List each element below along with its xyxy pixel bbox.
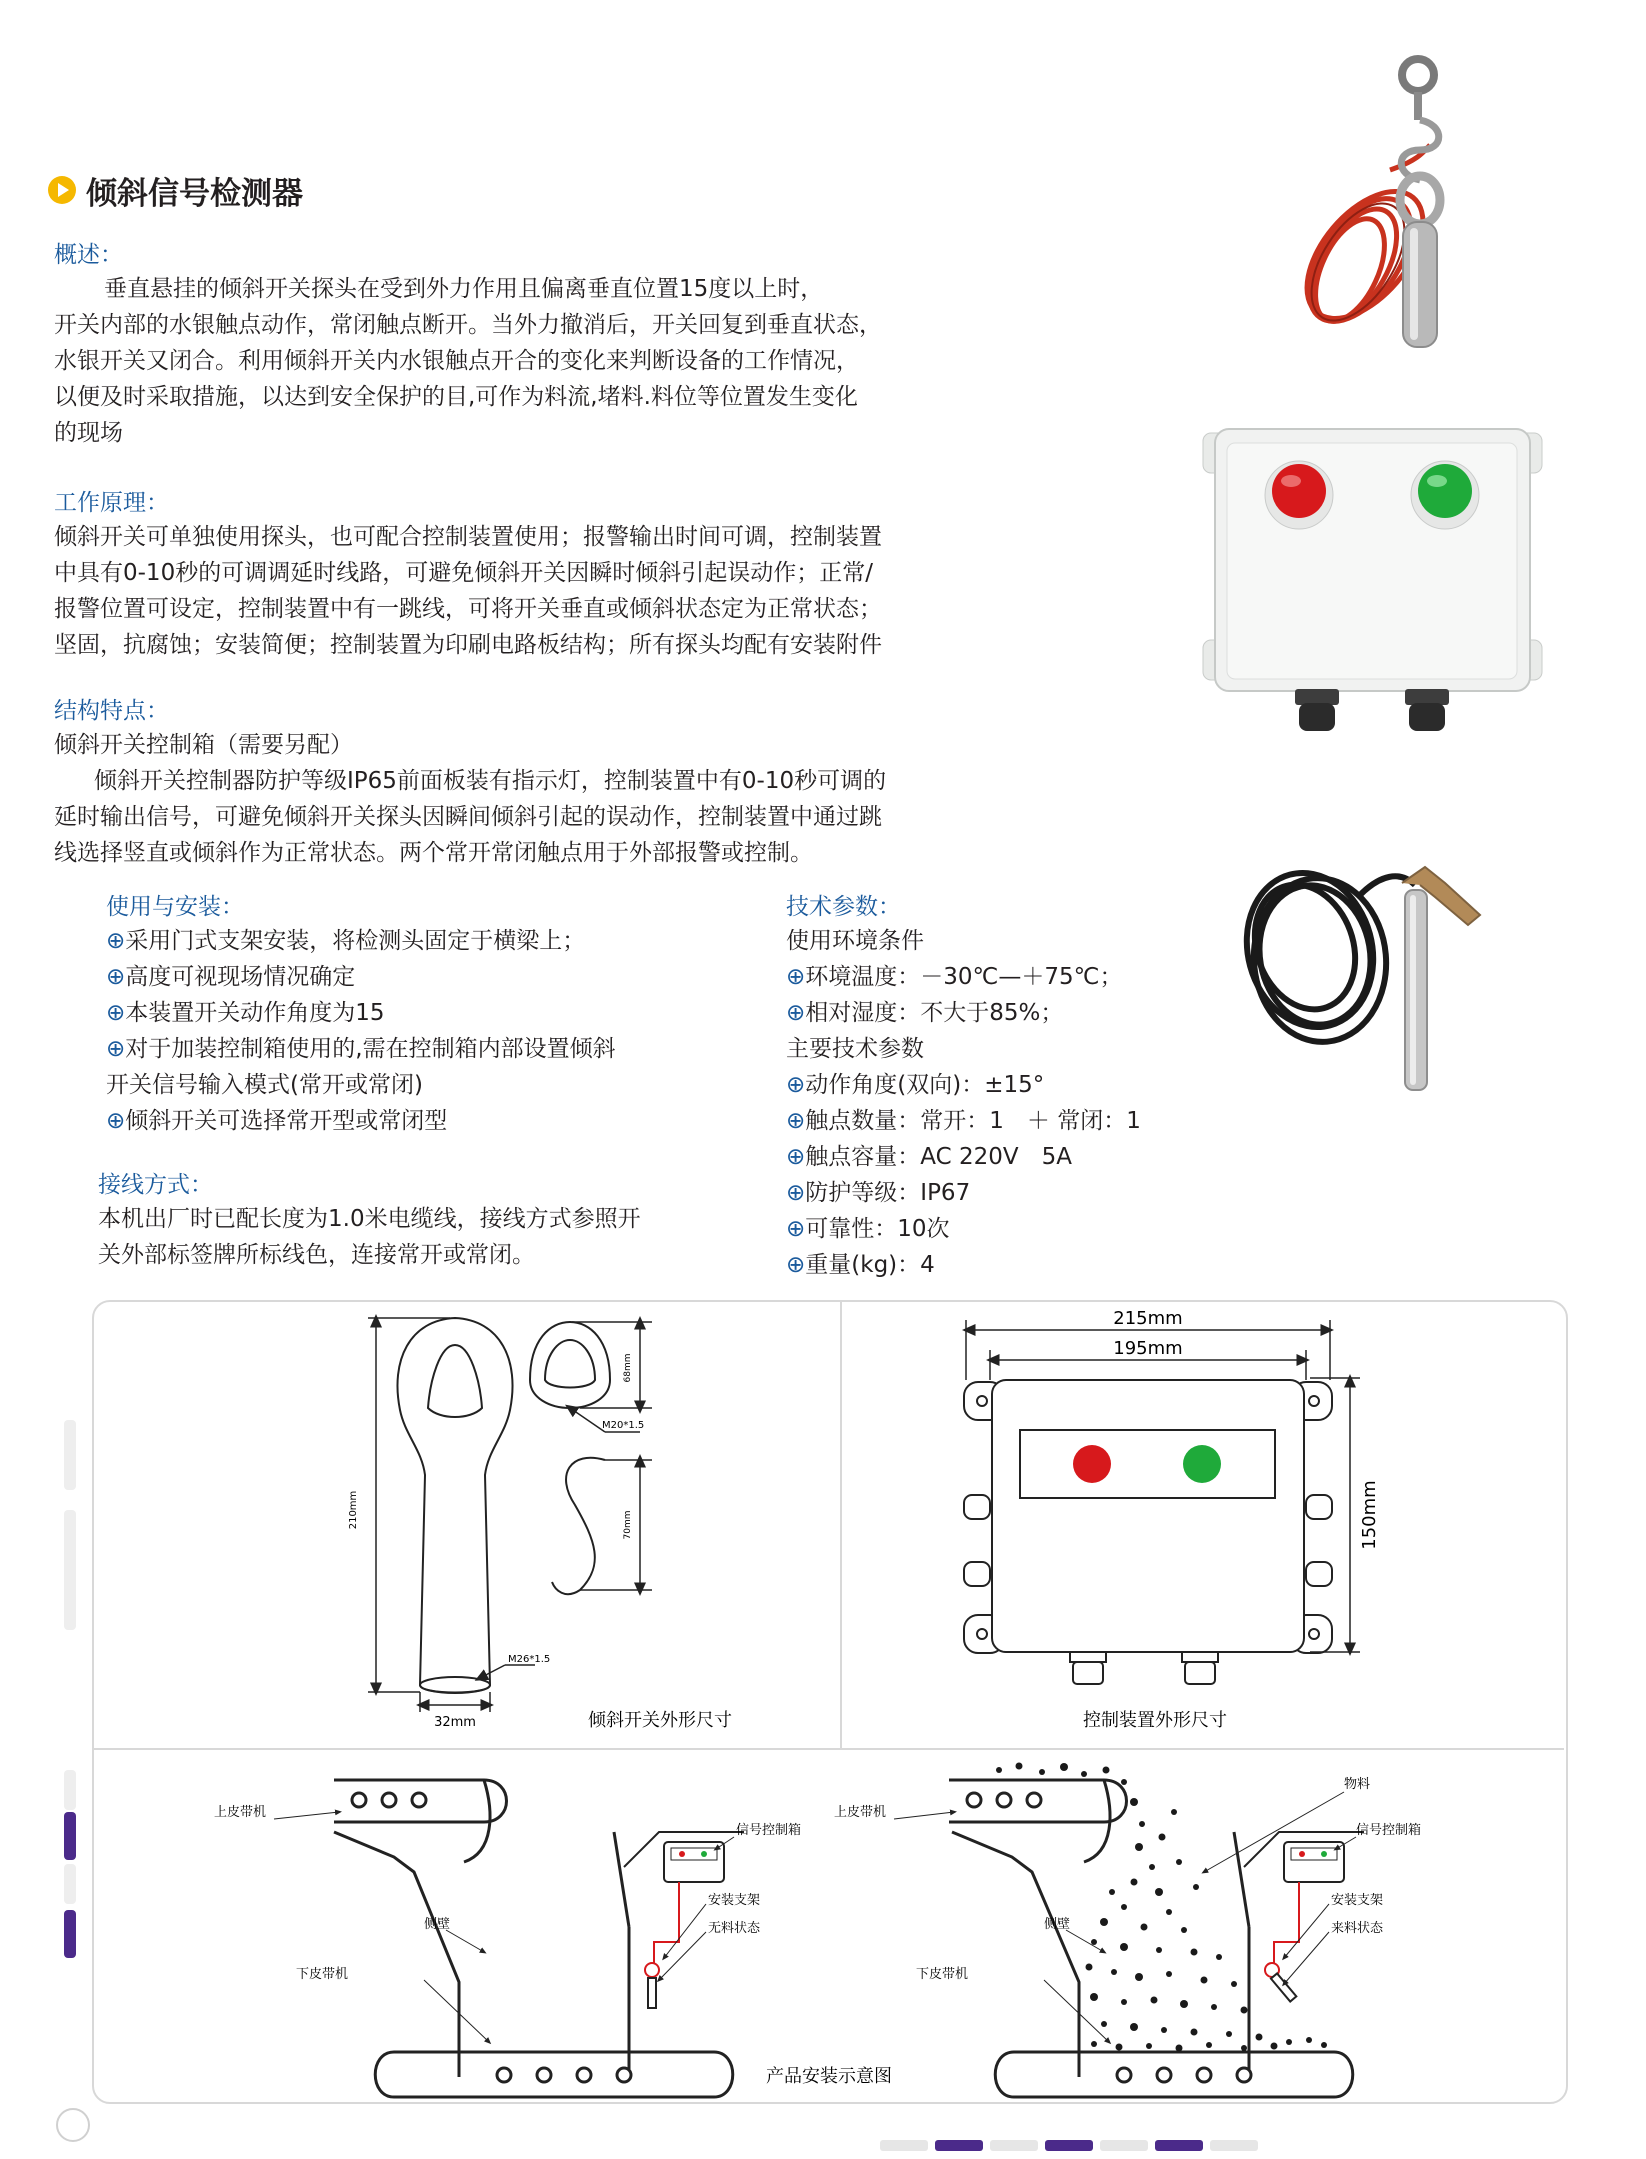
box-drawing-caption: 控制装置外形尺寸 <box>1083 1710 1227 1731</box>
tech-item: ⊕相对湿度：不大于85%； <box>786 1000 1064 1026</box>
circle-plus-icon: ⊕ <box>106 928 126 954</box>
dim-outer-label: 215mm <box>1113 1308 1183 1329</box>
bottom-tab-accent <box>1155 2140 1203 2151</box>
red-lamp-icon <box>1073 1445 1111 1483</box>
usage-item: ⊕倾斜开关可选择常开型或常闭型 <box>106 1108 448 1134</box>
usage-item: ⊕本装置开关动作角度为15 <box>106 1000 385 1026</box>
overview-line: 以便及时采取措施，以达到安全保护的目,可作为料流,堵料.料位等位置发生变化 <box>54 384 858 410</box>
install-diagram <box>94 1752 1564 2100</box>
usage-item-continued: 开关信号输入模式(常开或常闭) <box>106 1072 423 1098</box>
side-tab <box>64 1770 76 1810</box>
left-bracket-label: 安装支架 <box>708 1893 761 1908</box>
wiring-line: 关外部标签牌所标线色，连接常开或常闭。 <box>98 1242 535 1268</box>
overview-section <box>54 236 1064 451</box>
principle-line: 坚固，抗腐蚀；安装简便；控制装置为印刷电路板结构；所有探头均配有安装附件 <box>54 632 882 658</box>
switch-dimension-drawing <box>340 1300 840 1740</box>
usage-item: ⊕采用门式支架安装，将检测头固定于横梁上； <box>106 928 586 954</box>
side-tab <box>64 1420 76 1490</box>
principle-line: 倾斜开关可单独使用探头，也可配合控制装置使用；报警输出时间可调，控制装置 <box>54 524 882 550</box>
right-state-label: 来料状态 <box>1331 1921 1384 1936</box>
principle-section <box>54 484 1064 663</box>
left-upper-belt-label: 上皮带机 <box>214 1805 267 1820</box>
wiring-heading: 接线方式： <box>98 1172 213 1198</box>
bottom-tab <box>1210 2140 1258 2151</box>
right-upper-belt-label: 上皮带机 <box>834 1805 887 1820</box>
circle-plus-icon: ⊕ <box>106 1036 126 1062</box>
circle-plus-icon: ⊕ <box>786 1072 806 1098</box>
page-title-text: 倾斜信号检测器 <box>86 175 303 212</box>
play-arrow-icon <box>48 176 76 204</box>
tech-item: ⊕防护等级：IP67 <box>786 1180 971 1206</box>
circle-plus-icon: ⊕ <box>786 1252 806 1278</box>
tech-heading: 技术参数： <box>786 894 901 920</box>
dim-width-label: 32mm <box>434 1715 476 1730</box>
usage-item: ⊕高度可视现场情况确定 <box>106 964 356 990</box>
control-box-photo <box>1195 425 1550 745</box>
left-state-label: 无料状态 <box>708 1921 761 1936</box>
wiring-section <box>98 1166 778 1273</box>
principle-line: 报警位置可设定，控制装置中有一跳线，可将开关垂直或倾斜状态定为正常状态； <box>54 596 882 622</box>
left-control-box-label: 信号控制箱 <box>736 1823 802 1838</box>
green-lamp-icon <box>1183 1445 1221 1483</box>
overview-line: 垂直悬挂的倾斜开关探头在受到外力作用且偏离垂直位置15度以上时， <box>104 276 824 302</box>
overview-heading: 概述： <box>54 242 123 268</box>
tech-item: ⊕触点容量：AC 220V 5A <box>786 1144 1072 1170</box>
circle-plus-icon: ⊕ <box>786 1180 806 1206</box>
overview-line: 水银开关又闭合。利用倾斜开关内水银触点开合的变化来判断设备的工作情况， <box>54 348 859 374</box>
tech-item: ⊕动作角度(双向)：±15° <box>786 1072 1045 1098</box>
structure-heading: 结构特点： <box>54 698 169 724</box>
principle-line: 中具有0-10秒的可调调延时线路，可避免倾斜开关因瞬时倾斜引起误动作；正常/ <box>54 560 873 586</box>
dim-hook-label: 70mm <box>623 1510 633 1540</box>
corner-circle <box>56 2108 90 2142</box>
bottom-tab <box>1100 2140 1148 2151</box>
side-tab <box>64 1864 76 1904</box>
tech-item: ⊕重量(kg)：4 <box>786 1252 935 1278</box>
principle-heading: 工作原理： <box>54 490 169 516</box>
right-lower-belt-label: 下皮带机 <box>916 1967 969 1982</box>
side-tab-accent <box>64 1910 76 1958</box>
usage-section <box>106 888 766 1139</box>
usage-heading: 使用与安装： <box>106 894 244 920</box>
tech-item: ⊕触点数量：常开：1 ＋ 常闭：1 <box>786 1108 1141 1134</box>
usage-item: ⊕对于加装控制箱使用的,需在控制箱内部设置倾斜 <box>106 1036 616 1062</box>
box-dimension-drawing <box>950 1300 1390 1740</box>
tech-env-title: 使用环境条件 <box>786 928 924 954</box>
right-bracket-label: 安装支架 <box>1331 1893 1384 1908</box>
bottom-tab <box>990 2140 1038 2151</box>
side-tab <box>64 1510 76 1630</box>
switch-drawing-caption: 倾斜开关外形尺寸 <box>588 1710 732 1731</box>
install-diagram-caption: 产品安装示意图 <box>766 2066 892 2087</box>
circle-plus-icon: ⊕ <box>786 1144 806 1170</box>
structure-line: 延时输出信号，可避免倾斜开关探头因瞬间倾斜引起的误动作，控制装置中通过跳 <box>54 804 882 830</box>
dim-box-height-label: 150mm <box>1359 1480 1380 1550</box>
structure-subtitle: 倾斜开关控制箱（需要另配） <box>54 732 353 758</box>
frame-divider-vertical <box>840 1302 842 1748</box>
structure-line: 线选择竖直或倾斜作为正常状态。两个常开常闭触点用于外部报警或控制。 <box>54 840 813 866</box>
circle-plus-icon: ⊕ <box>786 1000 806 1026</box>
left-side-wall-label: 侧壁 <box>424 1917 451 1932</box>
overview-line: 的现场 <box>54 420 123 446</box>
circle-plus-icon: ⊕ <box>106 1108 126 1134</box>
tech-item: ⊕环境温度：－30℃—＋75℃； <box>786 964 1123 990</box>
structure-section <box>54 692 1074 871</box>
overview-line: 开关内部的水银触点动作，常闭触点断开。当外力撤消后，开关回复到垂直状态， <box>54 312 882 338</box>
m20-label: M20*1.5 <box>602 1420 645 1431</box>
bottom-tab-accent <box>1045 2140 1093 2151</box>
dim-inner-label: 195mm <box>1113 1338 1183 1359</box>
structure-line: 倾斜开关控制器防护等级IP65前面板装有指示灯，控制装置中有0-10秒可调的 <box>94 768 887 794</box>
circle-plus-icon: ⊕ <box>786 1216 806 1242</box>
side-tab-accent <box>64 1812 76 1860</box>
circle-plus-icon: ⊕ <box>786 964 806 990</box>
left-lower-belt-label: 下皮带机 <box>296 1967 349 1982</box>
bottom-tab-accent <box>935 2140 983 2151</box>
tech-section <box>786 888 1226 1283</box>
frame-divider-horizontal <box>94 1748 1564 1750</box>
tech-item: ⊕可靠性：10次 <box>786 1216 950 1242</box>
circle-plus-icon: ⊕ <box>786 1108 806 1134</box>
right-side-wall-label: 侧壁 <box>1044 1917 1071 1932</box>
circle-plus-icon: ⊕ <box>106 964 126 990</box>
page-title <box>48 168 303 212</box>
tilt-switch-photo <box>1270 50 1490 370</box>
tech-main-title: 主要技术参数 <box>786 1036 924 1062</box>
probe-black-cable-photo <box>1230 855 1510 1105</box>
bottom-tab <box>880 2140 928 2151</box>
dim-height-label: 210mm <box>348 1490 359 1530</box>
right-control-box-label: 信号控制箱 <box>1356 1823 1422 1838</box>
dim-top-label: 68mm <box>623 1353 633 1383</box>
right-material-label: 物料 <box>1344 1777 1371 1792</box>
circle-plus-icon: ⊕ <box>106 1000 126 1026</box>
wiring-line: 本机出厂时已配长度为1.0米电缆线，接线方式参照开 <box>98 1206 641 1232</box>
m26-label: M26*1.5 <box>508 1654 551 1665</box>
